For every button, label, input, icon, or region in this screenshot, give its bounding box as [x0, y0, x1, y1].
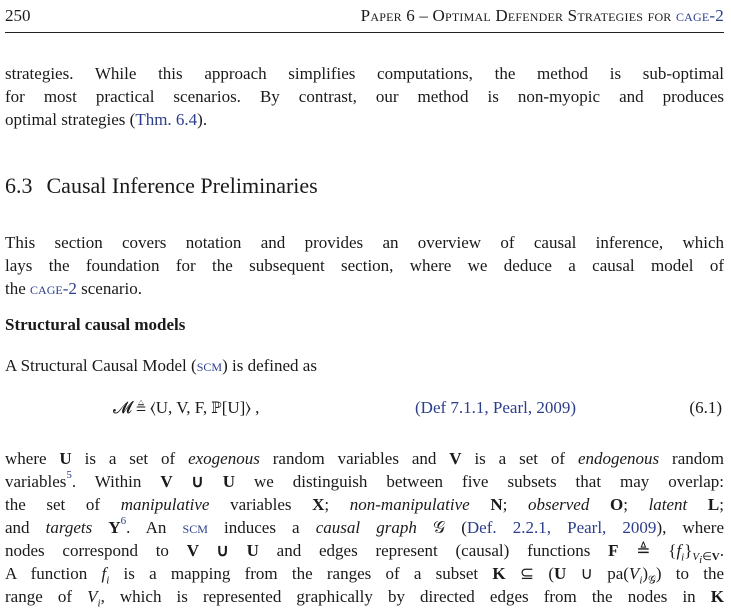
text-span: is a set of: [71, 449, 189, 468]
text-span: . An: [126, 518, 183, 537]
text-line: [5, 277, 724, 300]
paragraph-scm-def: [5, 354, 724, 377]
text-span: nodes correspond to: [5, 541, 187, 560]
running-title: [361, 6, 724, 26]
emphasis: targets: [45, 518, 93, 537]
math-symbol: V: [628, 564, 640, 583]
text-span: ∪ pa(: [566, 564, 629, 583]
text-span: and edges represent (causal) functions: [258, 541, 609, 560]
text-line: [5, 585, 724, 608]
running-header: [5, 0, 724, 32]
text-span: and: [5, 518, 46, 537]
text-span: variables: [5, 472, 67, 491]
text-span: range of: [5, 587, 88, 606]
footnote-6-link[interactable]: 6: [120, 515, 127, 528]
text-span: scenario.: [76, 279, 142, 298]
text-span: ;: [502, 495, 528, 514]
math-symbol: L: [707, 495, 720, 514]
document-page: [5, 0, 724, 611]
text-span: the set of: [5, 495, 121, 514]
emphasis: endogenous: [577, 449, 660, 468]
subsection-heading: Structural causal models: [5, 315, 186, 334]
math-symbol: U: [59, 449, 72, 468]
text-span: }: [684, 541, 693, 560]
text-line: [5, 354, 724, 377]
text-line: lays the foundation for the subsequent section, where we deduce a causal model of: [5, 256, 724, 275]
text-span: where: [5, 449, 60, 468]
math-symbol: V: [449, 449, 462, 468]
text-span: . Within: [71, 472, 161, 491]
text-span: (: [445, 518, 467, 537]
equation-6-1: [5, 398, 724, 424]
math-symbol: 𝒢: [648, 574, 656, 587]
math-symbol: X: [312, 495, 325, 514]
scm-link[interactable]: scm: [196, 356, 223, 375]
text-span: the: [5, 279, 31, 298]
text-span: optimal strategies (: [5, 110, 136, 129]
text-line: [5, 447, 724, 470]
text-span: induces a: [207, 518, 316, 537]
text-span: , which is represented graphically by directed edges from the nodes in: [100, 587, 711, 606]
text-line: [5, 562, 724, 585]
emphasis: causal graph: [315, 518, 417, 537]
math-symbol: F: [608, 541, 619, 560]
cage2-link[interactable]: cage-2: [30, 279, 77, 298]
section-number: 6.3: [5, 173, 33, 198]
text-span: ) to the: [655, 564, 725, 583]
text-line: [5, 108, 724, 131]
running-title-link[interactable]: cage-2: [675, 6, 724, 25]
math-symbol: V: [711, 551, 720, 564]
math-symbol: O: [609, 495, 624, 514]
text-line: [5, 493, 724, 516]
text-line: strategies. While this approach simplifies computations, the method is sub-optimal: [5, 64, 724, 83]
page-number: 250: [5, 6, 31, 25]
text-span: random: [659, 449, 724, 468]
text-span: is a mapping from the ranges of a subset: [109, 564, 493, 583]
text-span: ), where: [656, 518, 725, 537]
math-symbol: f: [676, 541, 682, 560]
math-symbol: i: [699, 554, 703, 567]
emphasis: observed: [527, 495, 590, 514]
equation-citation-link[interactable]: (Def 7.1.1, Pearl, 2009): [415, 398, 576, 417]
emphasis: manipulative: [120, 495, 210, 514]
header-rule: [5, 32, 724, 33]
section-heading: [5, 173, 318, 199]
text-span: ⊆ (: [505, 564, 555, 583]
math-symbol: V: [692, 551, 700, 564]
text-span: we distinguish between five subsets that may overlap:: [235, 472, 724, 491]
text-span: ;: [719, 495, 724, 514]
text-line: [5, 516, 724, 539]
math-symbol: K: [492, 564, 506, 583]
math-symbol: i: [97, 597, 101, 610]
math-symbol: f: [101, 564, 107, 583]
theorem-link[interactable]: Thm. 6.4: [135, 110, 198, 129]
text-line: This section covers notation and provides an overview of causal inference, which: [5, 233, 724, 252]
math-symbol: U: [554, 564, 567, 583]
paragraph-scm-explanation: [5, 447, 724, 608]
text-line: for most practical scenarios. By contrast, our method is non-myopic and produces: [5, 87, 724, 106]
math-symbol: i: [639, 574, 643, 587]
text-span: random variables and: [259, 449, 450, 468]
emphasis: non-manipulative: [349, 495, 470, 514]
math-symbol: 𝒢: [432, 518, 446, 537]
math-symbol: i: [106, 574, 110, 587]
emphasis: exogenous: [188, 449, 260, 468]
text-span: variables: [209, 495, 313, 514]
text-span: .: [719, 541, 724, 560]
equation-number: (6.1): [689, 398, 722, 417]
math-symbol: V: [87, 587, 98, 606]
scm-link[interactable]: scm: [182, 518, 208, 537]
math-symbol: Y: [108, 518, 121, 537]
text-span: ).: [197, 110, 208, 129]
text-span: A Structural Causal Model (: [5, 356, 197, 375]
math-symbol: K: [710, 587, 725, 606]
section-title: Causal Inference Preliminaries: [46, 173, 318, 198]
math-symbol: V ∪ U: [160, 472, 235, 491]
text-span: ;: [623, 495, 649, 514]
math-symbol: i: [681, 551, 685, 564]
text-span: ;: [324, 495, 350, 514]
math-symbol: V ∪ U: [186, 541, 259, 560]
emphasis: latent: [648, 495, 688, 514]
equation-formula: 𝓜 ≜ ⟨U, V, F, ℙ[U]⟩ ,: [113, 398, 260, 417]
text-span: ): [642, 564, 649, 583]
running-title-text: Paper 6 – Optimal Defender Strategies for: [360, 6, 676, 25]
footnote-5-link[interactable]: 5: [66, 469, 72, 482]
text-line: [5, 539, 724, 567]
paragraph-section-intro: [5, 231, 724, 300]
text-span: A function: [5, 564, 102, 583]
citation-link[interactable]: Def. 2.2.1, Pearl, 2009: [466, 518, 657, 537]
text-span: ≜ {: [618, 541, 677, 560]
text-span: is a set of: [461, 449, 578, 468]
math-symbol: ∈: [702, 551, 712, 564]
text-span: ) is defined as: [222, 356, 317, 375]
text-line: [5, 470, 724, 493]
paragraph-intro: [5, 62, 724, 131]
math-symbol: N: [490, 495, 503, 514]
